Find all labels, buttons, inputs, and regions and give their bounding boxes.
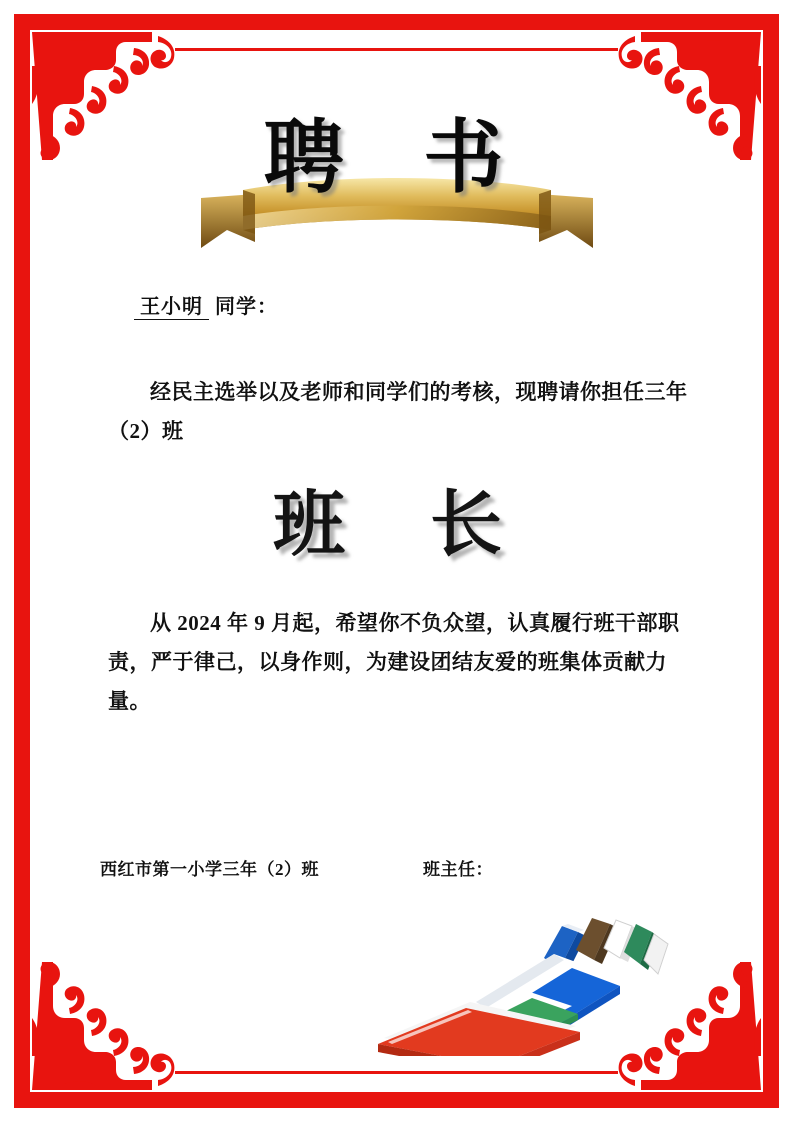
issuing-class: 西红市第一小学三年（2）班 xyxy=(100,860,319,879)
salutation-line xyxy=(134,290,697,319)
salutation-suffix: 同学： xyxy=(215,296,278,318)
recipient-name: 王小明 xyxy=(134,296,209,320)
paragraph-appointment: 经民主选举以及老师和同学们的考核，现聘请你担任三年（2）班 xyxy=(108,380,688,443)
decorative-rule-top xyxy=(175,48,618,51)
teacher-signature-label: 班主任： xyxy=(423,860,493,879)
footer-row xyxy=(100,855,683,880)
decorative-rule-bottom xyxy=(175,1071,618,1074)
stacked-books-icon xyxy=(348,906,678,1056)
page-title: 聘 书 xyxy=(263,111,530,204)
title-block xyxy=(0,110,793,290)
position-title: 班 长 xyxy=(272,481,533,566)
paragraph-expectation: 从 2024 年 9 月起，希望你不负众望，认真履行班干部职责，严于律己，以身作则，为建设团结友爱的班集体贡献力量。 xyxy=(108,610,680,713)
certificate-body xyxy=(108,290,697,720)
